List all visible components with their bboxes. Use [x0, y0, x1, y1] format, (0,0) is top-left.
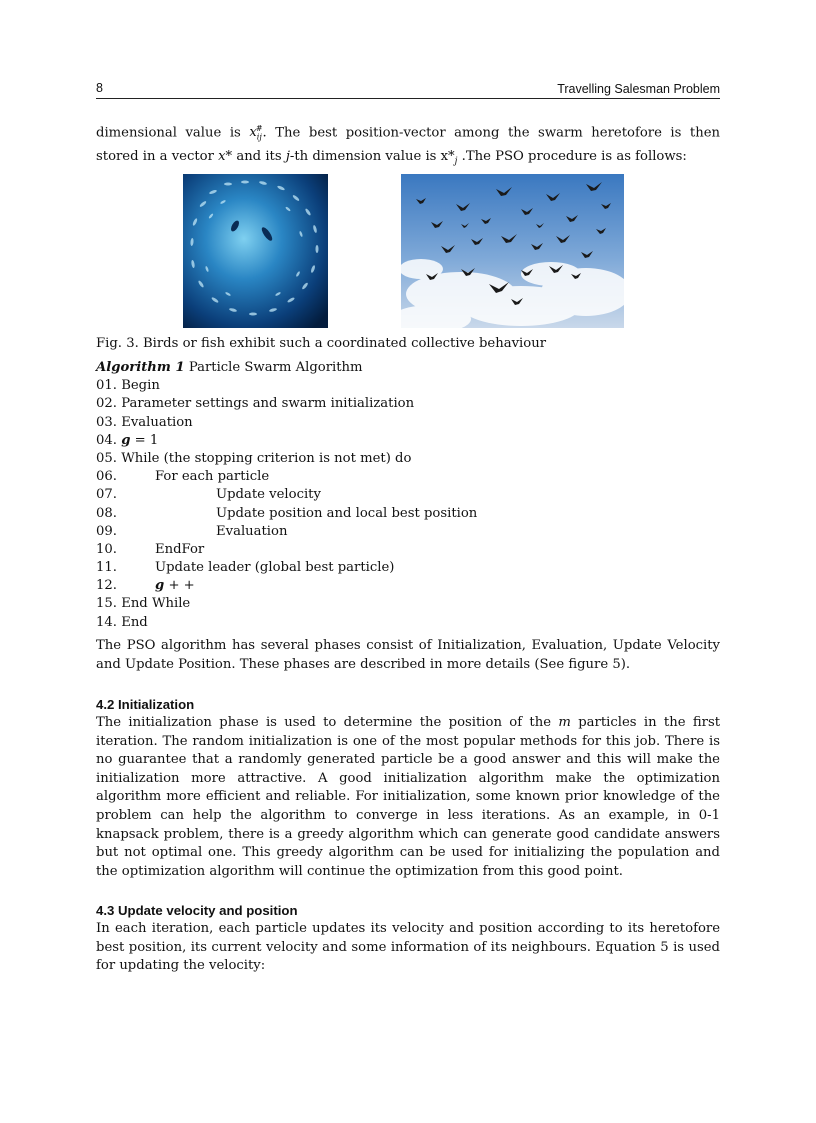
phases-paragraph [96, 637, 720, 674]
text-line: for updating the velocity: [96, 958, 266, 974]
figure-caption: Fig. 3. Birds or fish exhibit such a coordinated collective behaviour [96, 336, 546, 351]
running-title: Travelling Salesman Problem [557, 82, 720, 96]
section-heading-4-2: 4.2 Initialization [96, 697, 195, 712]
text-line: but not optimal one. This greedy algorithm can be used for initializing the population and [96, 845, 720, 861]
text-line: algorithm more efficient and reliable. For initialization, some known prior knowledge of the [96, 789, 720, 805]
text-line: knapsack problem, there is a greedy algorithm which can generate good candidate answers [96, 826, 720, 842]
text-line: no guarantee that a randomly generated particle be a good answer and this will make the [96, 752, 720, 768]
text-line: best position, its current velocity and some information of its neighbours. Equation 5 is used [96, 939, 720, 955]
intro-line-1: dimensional value is $x_{ij}^{\#}$. The best position-vector among the swarm heretofore is then [96, 124, 720, 143]
text-line: iteration. The random initialization is one of the most popular methods for this job. There is [96, 733, 720, 749]
fish-school-image [183, 174, 328, 328]
text-line: and Update Position. These phases are described in more details (See figure 5). [96, 656, 631, 672]
initialization-paragraph [96, 714, 720, 881]
text-line: problem can help the algorithm to converge in less iterations. As an example, in 0-1 [96, 807, 720, 823]
intro-line-2: stored in a vector x* and its j-th dimension value is $x*_j$ .The PSO procedure is as follows: [96, 148, 687, 167]
text-line: initialization more attractive. A good initialization algorithm make the optimization [96, 770, 720, 786]
page-number: 8 [96, 81, 103, 95]
text-line: the optimization algorithm will continue the optimization from this good point. [96, 863, 623, 879]
section-heading-4-3: 4.3 Update velocity and position [96, 903, 298, 918]
velocity-paragraph [96, 920, 720, 976]
running-header [96, 80, 720, 99]
bird-flock-image [401, 174, 624, 328]
text-line: The initialization phase is used to determine the position of the m particles in the first [96, 715, 721, 730]
intro-paragraph [96, 120, 720, 171]
text-line: In each iteration, each particle updates its velocity and position according to its heretofore [96, 921, 720, 936]
figure-3 [96, 174, 720, 328]
text-line: The PSO algorithm has several phases consist of Initialization, Evaluation, Update Velocity [96, 638, 720, 653]
